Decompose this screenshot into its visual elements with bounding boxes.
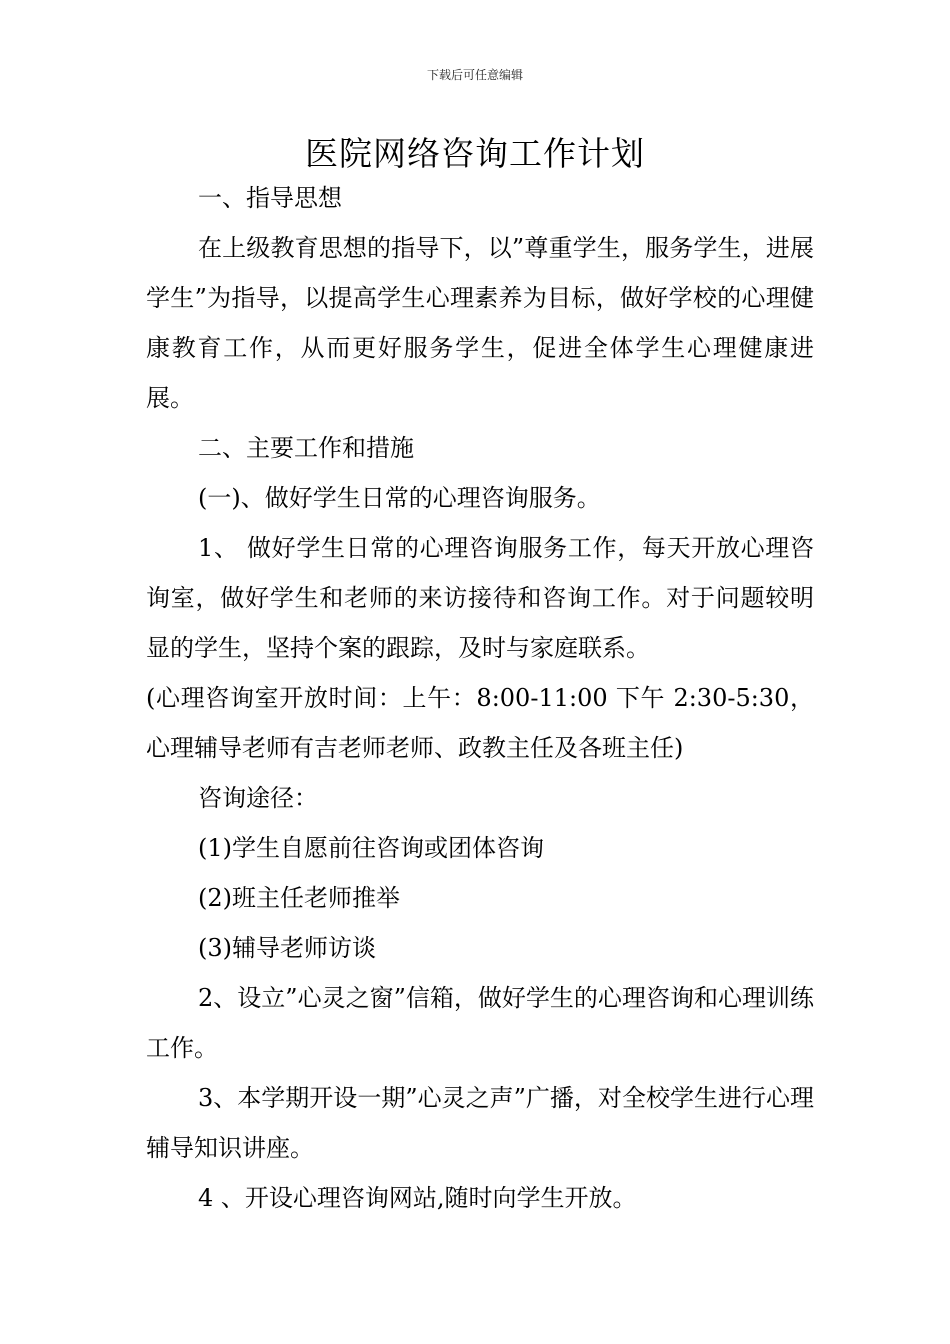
document-body — [146, 173, 814, 1223]
section-heading-main-work: 二、主要工作和措施 — [198, 434, 414, 462]
list-item-channel-1: (1)学生自愿前往咨询或团体咨询 — [198, 834, 544, 862]
paragraph-counseling-channels: 咨询途径： — [198, 784, 318, 812]
paragraph-item-2: 2、设立”心灵之窗”信箱，做好学生的心理咨询和心理训练工作。 — [146, 984, 814, 1062]
list-item-channel-3: (3)辅导老师访谈 — [198, 934, 376, 962]
paragraph-item-3: 3、本学期开设一期”心灵之声”广播，对全校学生进行心理辅导知识讲座。 — [146, 1084, 814, 1162]
section-heading-guiding-ideology: 一、指导思想 — [198, 184, 342, 212]
header-note: 下载后可任意编辑 — [426, 68, 523, 82]
paragraph-opening-hours: (心理咨询室开放时间：上午：8:00-11:00 下午 2:30-5:30，心理辅导老师有吉老师老师、政教主任及各班主任) — [146, 684, 814, 762]
paragraph-guiding-ideology: 在上级教育思想的指导下，以”尊重学生，服务学生，进展学生”为指导，以提高学生心理素养为目标，做好学校的心理健康教育工作，从而更好服务学生，促进全体学生心理健康进展。 — [146, 234, 814, 412]
document-title: 医院网络咨询工作计划 — [305, 134, 645, 173]
paragraph-item-4: 4 、开设心理咨询网站,随时向学生开放。 — [198, 1184, 637, 1212]
subsection-heading-counseling: (一)、做好学生日常的心理咨询服务。 — [198, 484, 601, 512]
list-item-channel-2: (2)班主任老师推举 — [198, 884, 400, 912]
paragraph-item-1: 1、 做好学生日常的心理咨询服务工作，每天开放心理咨询室，做好学生和老师的来访接待和咨询工作。对于问题较明显的学生，坚持个案的跟踪，及时与家庭联系。 — [146, 534, 814, 662]
